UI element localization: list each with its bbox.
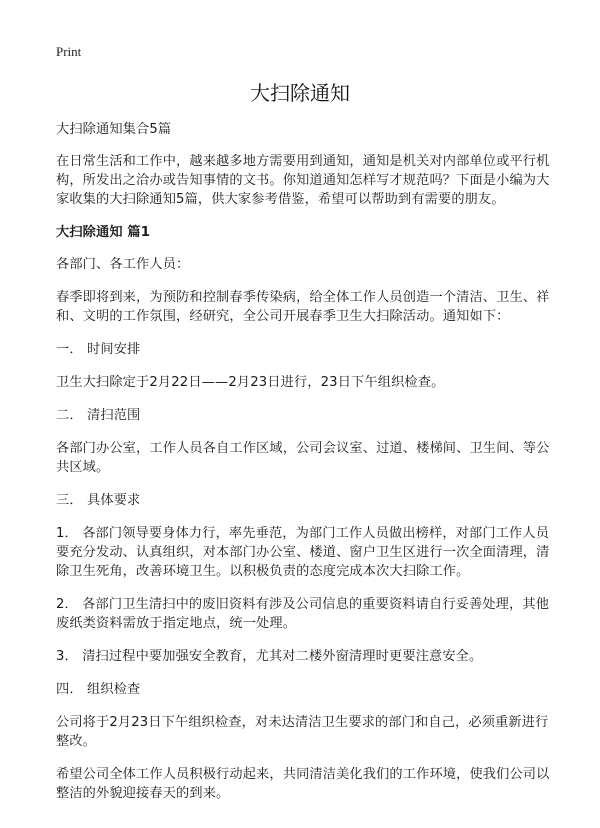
document-subtitle: 大扫除通知集合5篇 <box>56 122 172 137</box>
greeting: 各部门、各工作人员： <box>56 257 190 272</box>
heading-cleaning-scope: 二． 清扫范围 <box>56 408 141 423</box>
opening-paragraph: 春季即将到来，为预防和控制春季传染病，给全体工作人员创造一个清洁、卫生、祥和、文明的工作氛围，经研究，全公司开展春季卫生大扫除活动。通知如下： <box>56 290 550 324</box>
time-paragraph: 卫生大扫除定于2月22日——2月23日进行，23日下午组织检查。 <box>56 375 445 390</box>
document-title: 大扫除通知 <box>250 81 350 105</box>
heading-time-schedule: 一． 时间安排 <box>56 342 141 357</box>
section-title: 大扫除通知 篇1 <box>56 225 151 240</box>
closing-paragraph: 希望公司全体工作人员积极行动起来，共同清洁美化我们的工作环境，使我们公司以整洁的外貌迎接春天的到来。 <box>56 767 550 801</box>
heading-requirements: 三． 具体要求 <box>56 493 141 508</box>
requirement-1: 1． 各部门领导要身体力行，率先垂范，为部门工作人员做出榜样，对部门工作人员要充分发动、认真组织，对本部门办公室、楼道、窗户卫生区进行一次全面清理，清除卫生死角，改善环境卫生。以积极负责的态度完成本次大扫除工作。 <box>56 526 550 579</box>
requirement-2: 2． 各部门卫生清扫中的废旧资料有涉及公司信息的重要资料请自行妥善处理，其他废纸类资料需放于指定地点，统一处理。 <box>56 597 550 631</box>
inspection-paragraph: 公司将于2月23日下午组织检查，对未达清洁卫生要求的部门和自己，必须重新进行整改。 <box>56 715 549 749</box>
scope-paragraph: 各部门办公室，工作人员各自工作区域，公司会议室、过道、楼梯间、卫生间、等公共区域。 <box>56 441 550 475</box>
document-body <box>56 120 550 803</box>
print-label: Print <box>56 44 82 59</box>
heading-inspection: 四． 组织检查 <box>56 682 141 697</box>
requirement-3: 3． 清扫过程中要加强安全教育，尤其对二楼外窗清理时更要注意安全。 <box>56 649 483 664</box>
intro-paragraph: 在日常生活和工作中，越来越多地方需要用到通知，通知是机关对内部单位或平行机构，所发出之洽办或告知事情的文书。你知道通知怎样写才规范吗？下面是小编为大家收集的大扫除通知5篇，供大家参考借鉴，希望可以帮助到有需要的朋友。 <box>56 154 550 207</box>
